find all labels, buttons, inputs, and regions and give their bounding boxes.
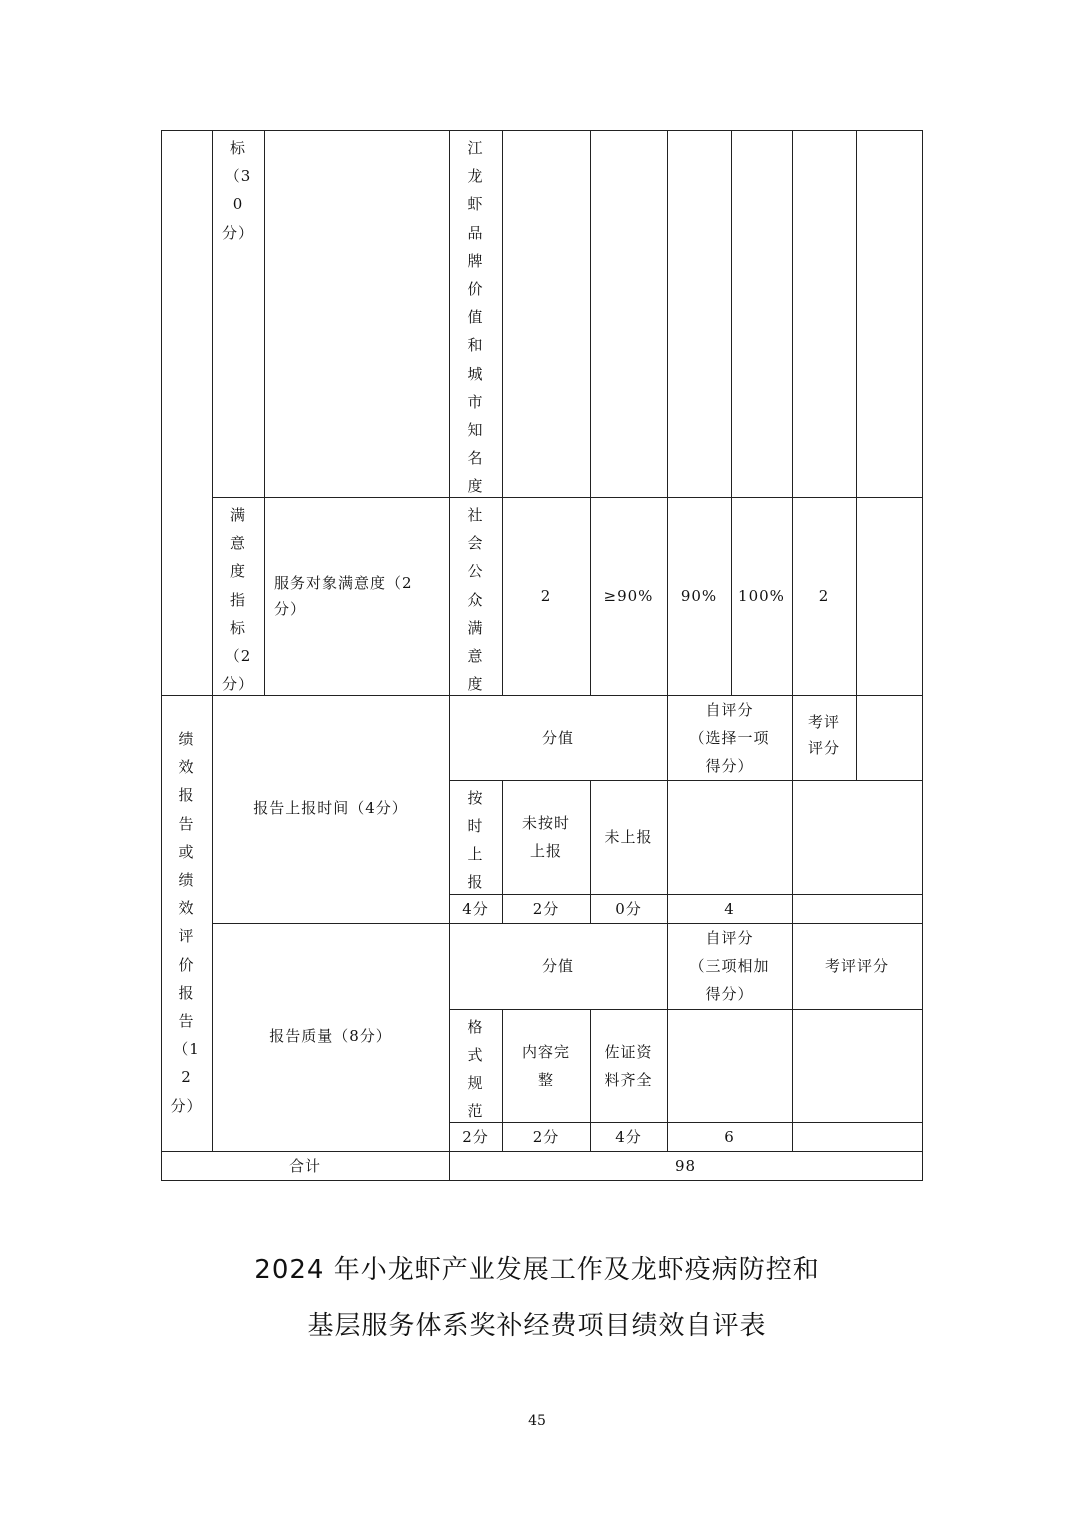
- quality-points-content: 2分: [532, 1127, 560, 1146]
- timing-points-late: 2分: [532, 899, 560, 918]
- timing-points-on-time: 4分: [462, 899, 489, 918]
- output-indicator-category: 标 （3 0 分）: [221, 139, 254, 242]
- timing-option-on-time: 按 时 上 报: [467, 789, 484, 891]
- quality-option-evidence: 佐证资 料齐全: [604, 1042, 653, 1089]
- quality-self-score-header: 自评分 （三项相加 得分）: [689, 929, 770, 1003]
- timing-option-late: 未按时 上报: [521, 814, 570, 860]
- satisfaction-score: 2: [818, 587, 830, 605]
- timing-value-header: 分值: [541, 728, 574, 747]
- quality-review-score-header: 考评评分: [824, 957, 889, 975]
- quality-option-format: 格 式 规 范: [467, 1018, 484, 1120]
- report-timing-label: 报告上报时间（4分）: [253, 799, 408, 817]
- report-quality-label: 报告质量（8分）: [269, 1027, 392, 1045]
- timing-review-score-header: 考评 评分: [807, 713, 840, 757]
- page-number: 45: [528, 1413, 546, 1429]
- quality-self-score: 6: [724, 1127, 735, 1146]
- satisfaction-target: ≥90%: [603, 587, 654, 605]
- timing-self-score: 4: [724, 899, 735, 918]
- total-label: 合计: [288, 1156, 321, 1175]
- satisfaction-indicator-category: 满 意 度 指 标 （2 分）: [221, 506, 254, 694]
- timing-points-not-submitted: 0分: [615, 899, 642, 918]
- public-satisfaction-item: 社 会 公 众 满 意 度: [467, 506, 484, 694]
- timing-self-score-header: 自评分 （选择一项 得分）: [689, 700, 770, 775]
- quality-option-content: 内容完 整: [521, 1042, 570, 1089]
- quality-points-evidence: 4分: [615, 1127, 642, 1146]
- satisfaction-rate: 100%: [738, 587, 785, 605]
- total-value: 98: [674, 1156, 697, 1175]
- satisfaction-actual: 90%: [680, 587, 718, 605]
- satisfaction-weight: 2: [540, 587, 552, 605]
- timing-option-not-submitted: 未上报: [604, 828, 653, 846]
- brand-value-indicator-item: 江 龙 虾 品 牌 价 值 和 城 市 知 名 度: [467, 139, 484, 496]
- quality-points-format: 2分: [462, 1127, 489, 1146]
- document-title-line-1: 2024 年小龙虾产业发展工作及龙虾疫病防控和: [254, 1255, 820, 1285]
- quality-value-header: 分值: [541, 957, 574, 975]
- satisfaction-indicator-name: 服务对象满意度（2分）: [274, 574, 413, 618]
- document-title-line-2: 基层服务体系奖补经费项目绩效自评表: [307, 1311, 767, 1341]
- performance-report-section-label: 绩 效 报 告 或 绩 效 评 价 报 告 （1 2 分）: [170, 730, 203, 1115]
